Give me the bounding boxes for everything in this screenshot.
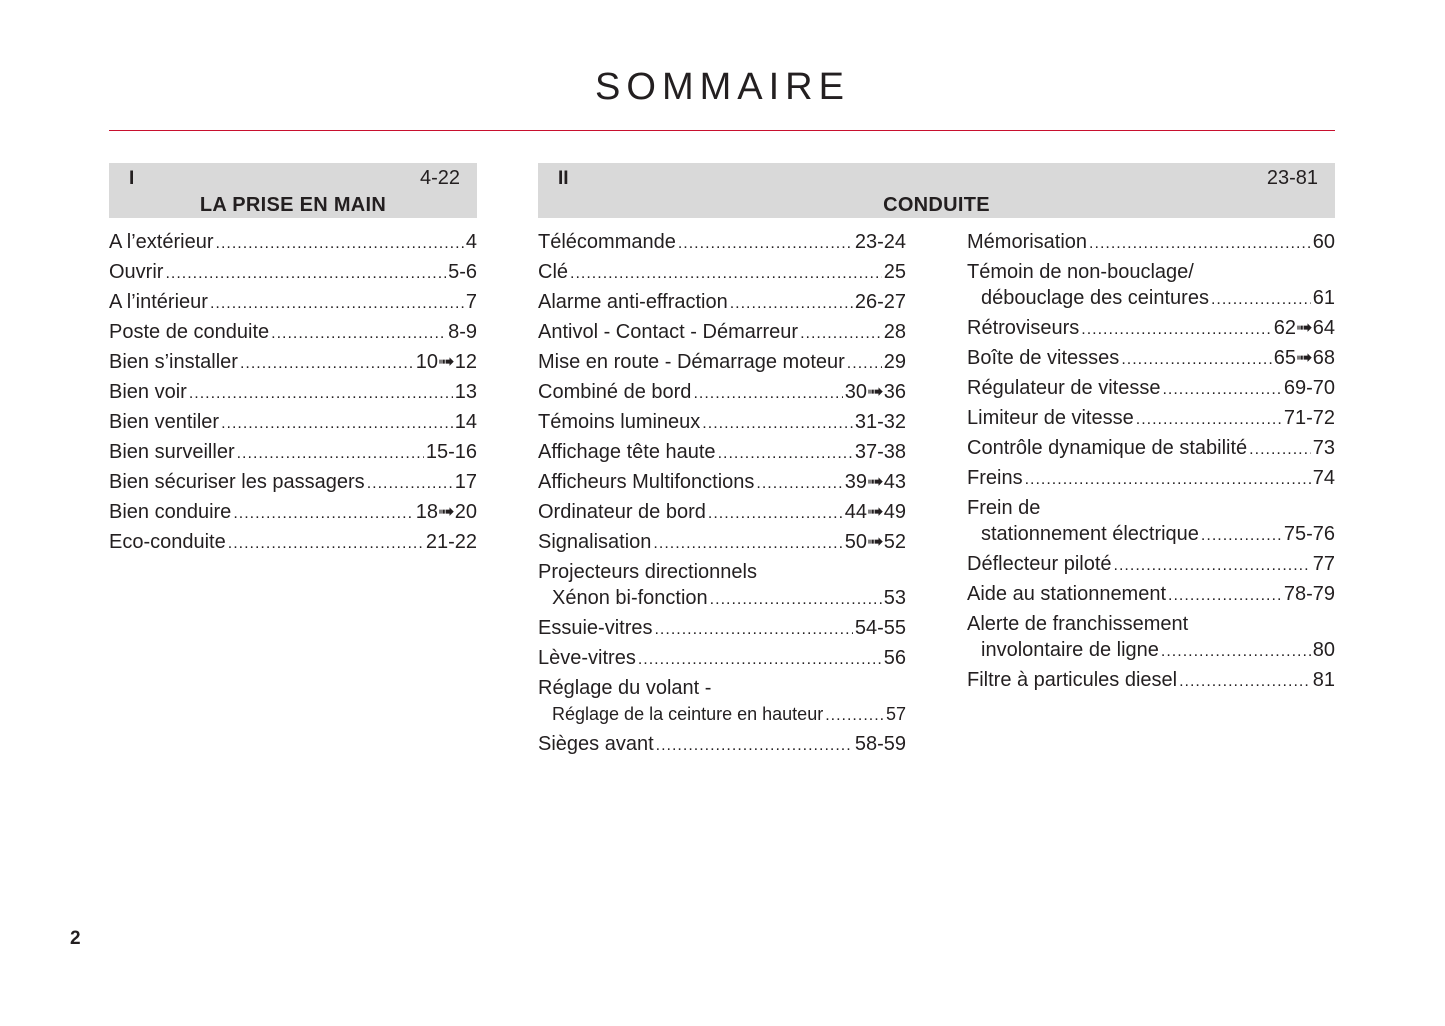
toc-entry-page: 71-72 bbox=[1283, 407, 1335, 429]
toc-entry bbox=[109, 231, 477, 253]
dot-leader bbox=[1136, 409, 1282, 431]
page-number: 2 bbox=[70, 928, 81, 949]
toc-entry-page: 4 bbox=[465, 231, 477, 253]
dot-leader bbox=[825, 705, 884, 727]
toc-entry bbox=[538, 441, 906, 463]
toc-entry bbox=[109, 531, 477, 553]
toc-entry-page: 58-59 bbox=[854, 733, 906, 755]
dot-leader bbox=[233, 503, 413, 525]
toc-entry-label: A l’intérieur bbox=[109, 291, 208, 313]
dot-leader bbox=[708, 503, 843, 525]
toc-entry-page: 56 bbox=[883, 647, 906, 669]
toc-entry-page: 69-70 bbox=[1283, 377, 1335, 399]
toc-column-section-2-left bbox=[538, 231, 906, 763]
section-header-1 bbox=[109, 163, 477, 218]
toc-entry-label: Déflecteur piloté bbox=[967, 553, 1112, 575]
toc-entry-label: Aide au stationnement bbox=[967, 583, 1167, 605]
toc-entry-label: Combiné de bord bbox=[538, 381, 692, 403]
toc-entry-page: 60 bbox=[1312, 231, 1335, 253]
toc-entry-label: Bien surveiller bbox=[109, 441, 235, 463]
dot-leader bbox=[800, 323, 882, 345]
toc-entry-label: involontaire de ligne bbox=[981, 639, 1159, 661]
section-number: II bbox=[558, 168, 569, 189]
dot-leader bbox=[718, 443, 853, 465]
toc-entry-label: stationnement électrique bbox=[981, 523, 1199, 545]
toc-entry-title: Réglage du volant - bbox=[538, 677, 712, 699]
toc-entry bbox=[967, 261, 1335, 309]
dot-leader bbox=[1201, 525, 1282, 547]
dot-leader bbox=[656, 735, 853, 757]
toc-entry bbox=[109, 351, 477, 373]
dot-leader bbox=[240, 353, 414, 375]
toc-entry-page: 31-32 bbox=[854, 411, 906, 433]
toc-entry-page: 13 bbox=[454, 381, 477, 403]
toc-entry bbox=[109, 381, 477, 403]
toc-entry-page: 8-9 bbox=[448, 321, 477, 343]
toc-entry-page: 7 bbox=[465, 291, 477, 313]
toc-entry-page: 62➟64 bbox=[1273, 317, 1335, 339]
toc-entry bbox=[538, 561, 906, 609]
toc-entry-label: Bien ventiler bbox=[109, 411, 220, 433]
dot-leader bbox=[367, 473, 453, 495]
toc-entry-label: Ouvrir bbox=[109, 261, 164, 283]
toc-entry bbox=[538, 261, 906, 283]
toc-entry-page: 26-27 bbox=[854, 291, 906, 313]
toc-entry-page: 30➟36 bbox=[844, 381, 906, 403]
toc-entry bbox=[538, 351, 906, 373]
section-page-range: 23-81 bbox=[1266, 167, 1318, 189]
dot-leader bbox=[1168, 585, 1282, 607]
dot-leader bbox=[1249, 439, 1311, 461]
toc-entry bbox=[967, 553, 1335, 575]
toc-entry bbox=[967, 583, 1335, 605]
toc-entry-label: Sièges avant bbox=[538, 733, 654, 755]
toc-entry-page: 78-79 bbox=[1283, 583, 1335, 605]
toc-entry bbox=[538, 291, 906, 313]
toc-entry-page: 57 bbox=[885, 704, 906, 724]
toc-entry-label: Affichage tête haute bbox=[538, 441, 716, 463]
toc-entry-label: Ordinateur de bord bbox=[538, 501, 706, 523]
toc-entry-label: Afficheurs Multifonctions bbox=[538, 471, 755, 493]
title-divider bbox=[109, 130, 1335, 131]
toc-entry-page: 75-76 bbox=[1283, 523, 1335, 545]
toc-entry-page: 29 bbox=[883, 351, 906, 373]
dot-leader bbox=[693, 383, 842, 405]
toc-entry-label: Mise en route - Démarrage moteur bbox=[538, 351, 845, 373]
toc-entry bbox=[967, 613, 1335, 661]
toc-entry-page: 23-24 bbox=[854, 231, 906, 253]
toc-entry bbox=[109, 471, 477, 493]
dot-leader bbox=[1161, 641, 1311, 663]
toc-entry-page: 73 bbox=[1312, 437, 1335, 459]
page-title: SOMMAIRE bbox=[595, 66, 850, 108]
toc-entry-label: Contrôle dynamique de stabilité bbox=[967, 437, 1248, 459]
toc-entry bbox=[538, 677, 906, 725]
toc-entry-label: Xénon bi-fonction bbox=[552, 587, 708, 609]
dot-leader bbox=[1211, 289, 1311, 311]
toc-entry-label: Rétroviseurs bbox=[967, 317, 1080, 339]
toc-entry bbox=[967, 437, 1335, 459]
dot-leader bbox=[1179, 671, 1311, 693]
toc-entry bbox=[109, 321, 477, 343]
toc-entry-title: Alerte de franchissement bbox=[967, 613, 1189, 635]
toc-entry-label: Essuie-vitres bbox=[538, 617, 653, 639]
toc-entry-page: 50➟52 bbox=[844, 531, 906, 553]
toc-entry bbox=[967, 669, 1335, 691]
toc-entry-title: Projecteurs directionnels bbox=[538, 561, 757, 583]
toc-entry-page: 80 bbox=[1312, 639, 1335, 661]
toc-entry bbox=[538, 617, 906, 639]
toc-column-section-2-right bbox=[967, 231, 1335, 699]
toc-entry bbox=[109, 291, 477, 313]
dot-leader bbox=[228, 533, 424, 555]
section-name: CONDUITE bbox=[883, 194, 990, 216]
toc-entry-page: 65➟68 bbox=[1273, 347, 1335, 369]
toc-entry-page: 81 bbox=[1312, 669, 1335, 691]
toc-entry bbox=[967, 377, 1335, 399]
toc-entry-label: Clé bbox=[538, 261, 569, 283]
toc-entry bbox=[109, 411, 477, 433]
dot-leader bbox=[216, 233, 464, 255]
dot-leader bbox=[710, 589, 882, 611]
toc-entry-page: 37-38 bbox=[854, 441, 906, 463]
toc-entry-page: 10➟12 bbox=[415, 351, 477, 373]
toc-entry-page: 28 bbox=[883, 321, 906, 343]
toc-entry-page: 5-6 bbox=[448, 261, 477, 283]
dot-leader bbox=[730, 293, 853, 315]
toc-entry bbox=[109, 441, 477, 463]
toc-entry bbox=[967, 231, 1335, 253]
toc-entry bbox=[538, 501, 906, 523]
toc-entry-page: 21-22 bbox=[425, 531, 477, 553]
dot-leader bbox=[570, 263, 882, 285]
dot-leader bbox=[1121, 349, 1271, 371]
toc-entry-title: Frein de bbox=[967, 497, 1041, 519]
toc-entry-label: débouclage des ceintures bbox=[981, 287, 1209, 309]
dot-leader bbox=[1081, 319, 1271, 341]
toc-entry bbox=[538, 531, 906, 553]
dot-leader bbox=[189, 383, 453, 405]
toc-entry-label: Lève-vitres bbox=[538, 647, 636, 669]
toc-entry bbox=[967, 317, 1335, 339]
toc-entry bbox=[967, 467, 1335, 489]
toc-entry bbox=[967, 407, 1335, 429]
toc-entry-page: 18➟20 bbox=[415, 501, 477, 523]
toc-entry-page: 54-55 bbox=[854, 617, 906, 639]
toc-entry bbox=[538, 321, 906, 343]
toc-entry-page: 61 bbox=[1312, 287, 1335, 309]
toc-entry-label: Bien sécuriser les passagers bbox=[109, 471, 365, 493]
toc-entry-page: 44➟49 bbox=[844, 501, 906, 523]
dot-leader bbox=[678, 233, 853, 255]
toc-entry bbox=[538, 733, 906, 755]
toc-entry-label: Bien conduire bbox=[109, 501, 232, 523]
toc-entry bbox=[538, 471, 906, 493]
dot-leader bbox=[1114, 555, 1311, 577]
dot-leader bbox=[1162, 379, 1281, 401]
toc-entry-page: 39➟43 bbox=[844, 471, 906, 493]
toc-entry bbox=[538, 411, 906, 433]
toc-column-section-1 bbox=[109, 231, 477, 561]
section-number: I bbox=[129, 168, 135, 189]
toc-entry-label: Réglage de la ceinture en hauteur bbox=[552, 704, 824, 724]
toc-entry-label: Boîte de vitesses bbox=[967, 347, 1120, 369]
toc-entry bbox=[967, 497, 1335, 545]
toc-entry-label: Bien s’installer bbox=[109, 351, 238, 373]
toc-entry-label: Témoins lumineux bbox=[538, 411, 701, 433]
dot-leader bbox=[1025, 469, 1311, 491]
dot-leader bbox=[756, 473, 842, 495]
dot-leader bbox=[702, 413, 853, 435]
toc-entry-label: Alarme anti-effraction bbox=[538, 291, 728, 313]
dot-leader bbox=[237, 443, 424, 465]
toc-entry-page: 53 bbox=[883, 587, 906, 609]
toc-entry-page: 74 bbox=[1312, 467, 1335, 489]
toc-entry bbox=[967, 347, 1335, 369]
toc-entry-label: Régulateur de vitesse bbox=[967, 377, 1161, 399]
section-page-range: 4-22 bbox=[419, 167, 460, 189]
toc-entry bbox=[109, 261, 477, 283]
dot-leader bbox=[1089, 233, 1311, 255]
toc-entry-label: Filtre à particules diesel bbox=[967, 669, 1178, 691]
toc-entry-label: Freins bbox=[967, 467, 1023, 489]
toc-entry bbox=[538, 231, 906, 253]
toc-entry bbox=[538, 381, 906, 403]
toc-entry-page: 25 bbox=[883, 261, 906, 283]
dot-leader bbox=[210, 293, 464, 315]
toc-entry-label: Bien voir bbox=[109, 381, 187, 403]
toc-entry-page: 17 bbox=[454, 471, 477, 493]
toc-entry-page: 77 bbox=[1312, 553, 1335, 575]
toc-entry-label: Antivol - Contact - Démarreur bbox=[538, 321, 799, 343]
toc-entry-page: 15-16 bbox=[425, 441, 477, 463]
toc-entry-label: Poste de conduite bbox=[109, 321, 270, 343]
toc-entry-page: 14 bbox=[454, 411, 477, 433]
toc-entry-label: A l’extérieur bbox=[109, 231, 214, 253]
toc-entry-label: Eco-conduite bbox=[109, 531, 226, 553]
toc-entry-title: Témoin de non-bouclage/ bbox=[967, 261, 1194, 283]
dot-leader bbox=[165, 263, 446, 285]
toc-entry-label: Mémorisation bbox=[967, 231, 1088, 253]
dot-leader bbox=[847, 353, 882, 375]
dot-leader bbox=[654, 619, 852, 641]
dot-leader bbox=[271, 323, 446, 345]
dot-leader bbox=[221, 413, 453, 435]
dot-leader bbox=[653, 533, 842, 555]
toc-entry bbox=[109, 501, 477, 523]
toc-entry-label: Signalisation bbox=[538, 531, 652, 553]
section-name: LA PRISE EN MAIN bbox=[199, 194, 387, 216]
toc-entry bbox=[538, 647, 906, 669]
dot-leader bbox=[638, 649, 882, 671]
toc-entry-label: Limiteur de vitesse bbox=[967, 407, 1134, 429]
section-header-2 bbox=[538, 163, 1335, 218]
toc-entry-label: Télécommande bbox=[538, 231, 676, 253]
